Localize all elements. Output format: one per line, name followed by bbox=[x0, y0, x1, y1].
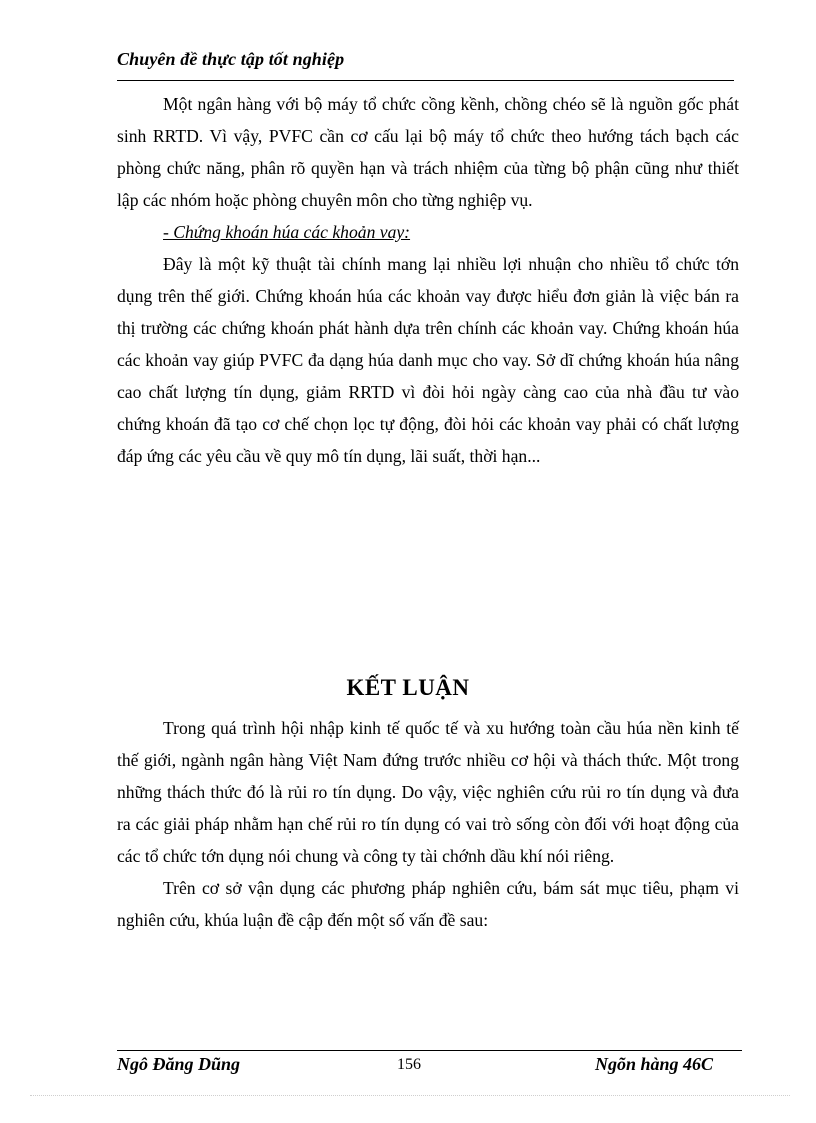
paragraph-securitization: Đây là một kỹ thuật tài chính mang lại nhiều lợi nhuận cho nhiều tổ chức tớn dụng trên thế giới. Chứng khoán húa các khoản vay được hiểu đơn giản là việc bán ra thị trường các chứng khoán phát hành dựa trên chính các khoản vay. Chứng khoán húa các khoản vay giúp PVFC đa dạng húa danh mục cho vay. Sở dĩ chứng khoán húa nâng cao chất lượng tín dụng, giảm RRTD vì đòi hỏi ngày càng cao của nhà đầu tư vào chứng khoán đã tạo cơ chế chọn lọc tự động, đòi hỏi các khoản vay phải có chất lượng đáp ứng các yêu cầu về quy mô tín dụng, lãi suất, thời hạn... bbox=[117, 254, 739, 466]
document-header-title: Chuyên đề thực tập tốt nghiệp bbox=[117, 49, 345, 69]
body-section-conclusion bbox=[117, 712, 739, 936]
paragraph-conclusion-1: Trong quá trình hội nhập kinh tế quốc tế và xu hướng toàn cầu húa nền kinh tế thế giới, ngành ngân hàng Việt Nam đứng trước nhiều cơ hội và thách thức. Một trong những thách thức đó là rủi ro tín dụng. Do vậy, việc nghiên cứu rủi ro tín dụng và đưa ra các giải pháp nhằm hạn chế rủi ro tín dụng có vai trò sống còn đối với hoạt động của các tổ chức tớn dụng nói chung và công ty tài chớnh dầu khí nói riêng. bbox=[117, 718, 739, 866]
page-number: 156 bbox=[397, 1056, 421, 1073]
paragraph-org-structure: Một ngân hàng với bộ máy tổ chức cồng kềnh, chồng chéo sẽ là nguồn gốc phát sinh RRTD. Vì vậy, PVFC cần cơ cấu lại bộ máy tổ chức theo hướng tách bạch các phòng chức năng, phân rõ quyền hạn và trách nhiệm của từng bộ phận cũng như thiết lập các nhóm hoặc phòng chuyên môn cho từng nghiệp vụ. bbox=[117, 94, 739, 210]
subheading-loan-securitization: - Chứng khoán húa các khoản vay: bbox=[163, 222, 411, 242]
page-bottom-dotted-line bbox=[30, 1095, 790, 1096]
body-section-1 bbox=[117, 88, 739, 472]
section-title-conclusion: KẾT LUẬN bbox=[346, 675, 470, 700]
footer-divider bbox=[117, 1050, 742, 1051]
header-divider bbox=[117, 80, 734, 81]
footer-author: Ngô Đăng Dũng bbox=[117, 1054, 241, 1074]
paragraph-conclusion-2: Trên cơ sở vận dụng các phương pháp nghiên cứu, bám sát mục tiêu, phạm vi nghiên cứu, khúa luận đề cập đến một số vấn đề sau: bbox=[117, 878, 739, 930]
footer-class: Ngõn hàng 46C bbox=[595, 1054, 714, 1074]
